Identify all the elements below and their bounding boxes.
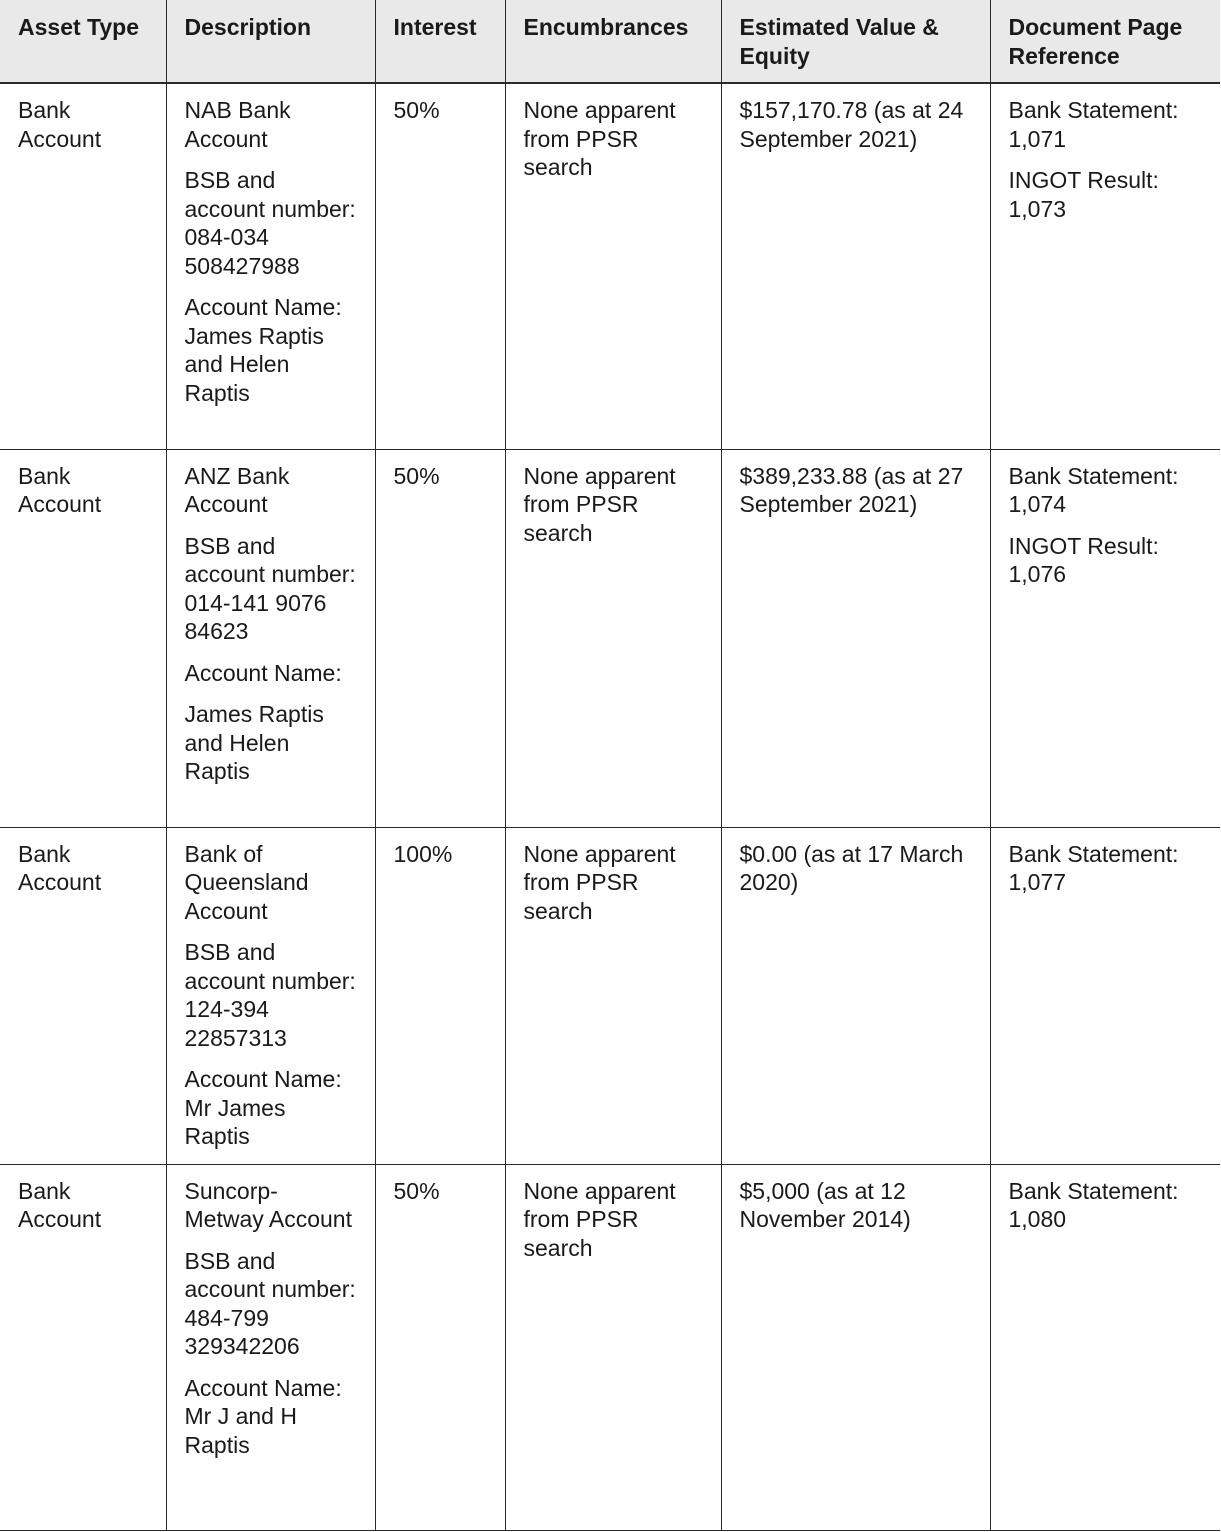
header-description: Description xyxy=(166,0,375,83)
header-row xyxy=(0,0,1220,83)
description-line: NAB Bank Account xyxy=(184,97,291,152)
estimated-value-cell: $389,233.88 (as at 27 September 2021) xyxy=(721,449,990,827)
description-cell xyxy=(166,1164,375,1530)
header-estimated-value: Estimated Value & Equity xyxy=(721,0,990,83)
description-cell xyxy=(166,827,375,1164)
reference-line: Bank Statement: 1,080 xyxy=(1008,1177,1179,1232)
document-reference-cell xyxy=(990,1164,1220,1530)
description-line: BSB and account number: 124-394 22857313 xyxy=(184,939,356,1051)
description-line: Account Name: Mr James Raptis xyxy=(184,1066,342,1149)
description-line: James Raptis and Helen Raptis xyxy=(184,701,324,784)
description-line: Account Name: James Raptis and Helen Raptis xyxy=(184,294,342,406)
document-reference-cell xyxy=(990,827,1220,1164)
document-reference-cell xyxy=(990,83,1220,449)
header-document-reference: Document Page Reference xyxy=(990,0,1220,83)
interest-cell: 50% xyxy=(375,83,505,449)
header-interest: Interest xyxy=(375,0,505,83)
header-encumbrances: Encumbrances xyxy=(505,0,721,83)
reference-line: Bank Statement: 1,071 xyxy=(1008,97,1179,152)
document-reference-cell xyxy=(990,449,1220,827)
description-line: Account Name: Mr J and H Raptis xyxy=(184,1374,342,1458)
header-asset-type: Asset Type xyxy=(0,0,166,83)
estimated-value-cell: $157,170.78 (as at 24 September 2021) xyxy=(721,83,990,449)
reference-line: INGOT Result: 1,073 xyxy=(1008,167,1159,222)
estimated-value-cell: $5,000 (as at 12 November 2014) xyxy=(721,1164,990,1530)
estimated-value-cell: $0.00 (as at 17 March 2020) xyxy=(721,827,990,1164)
reference-line: Bank Statement: 1,077 xyxy=(1008,840,1179,895)
asset-type-cell: Bank Account xyxy=(0,449,166,827)
table-row xyxy=(0,827,1220,1164)
interest-cell: 50% xyxy=(375,449,505,827)
description-line: BSB and account number: 014-141 9076 84623 xyxy=(184,532,356,644)
encumbrances-cell: None apparent from PPSR search xyxy=(505,83,721,449)
encumbrances-cell: None apparent from PPSR search xyxy=(505,449,721,827)
description-line: Suncorp-Metway Account xyxy=(184,1177,352,1232)
reference-line: Bank Statement: 1,074 xyxy=(1008,462,1179,517)
table-header xyxy=(0,0,1220,83)
asset-type-cell: Bank Account xyxy=(0,1164,166,1530)
description-line: Bank of Queensland Account xyxy=(184,840,309,924)
encumbrances-cell: None apparent from PPSR search xyxy=(505,1164,721,1530)
description-line: Account Name: xyxy=(184,659,342,686)
interest-cell: 50% xyxy=(375,1164,505,1530)
description-cell xyxy=(166,449,375,827)
table-body xyxy=(0,83,1220,1530)
asset-type-cell: Bank Account xyxy=(0,83,166,449)
interest-cell: 100% xyxy=(375,827,505,1164)
asset-type-cell: Bank Account xyxy=(0,827,166,1164)
description-line: BSB and account number: 084-034 508427988 xyxy=(184,167,356,279)
table-row xyxy=(0,83,1220,449)
table-row xyxy=(0,449,1220,827)
reference-line: INGOT Result: 1,076 xyxy=(1008,532,1159,587)
encumbrances-cell: None apparent from PPSR search xyxy=(505,827,721,1164)
description-line: BSB and account number: 484-799 329342206 xyxy=(184,1247,356,1359)
description-cell xyxy=(166,83,375,449)
description-line: ANZ Bank Account xyxy=(184,462,290,517)
table-row xyxy=(0,1164,1220,1530)
